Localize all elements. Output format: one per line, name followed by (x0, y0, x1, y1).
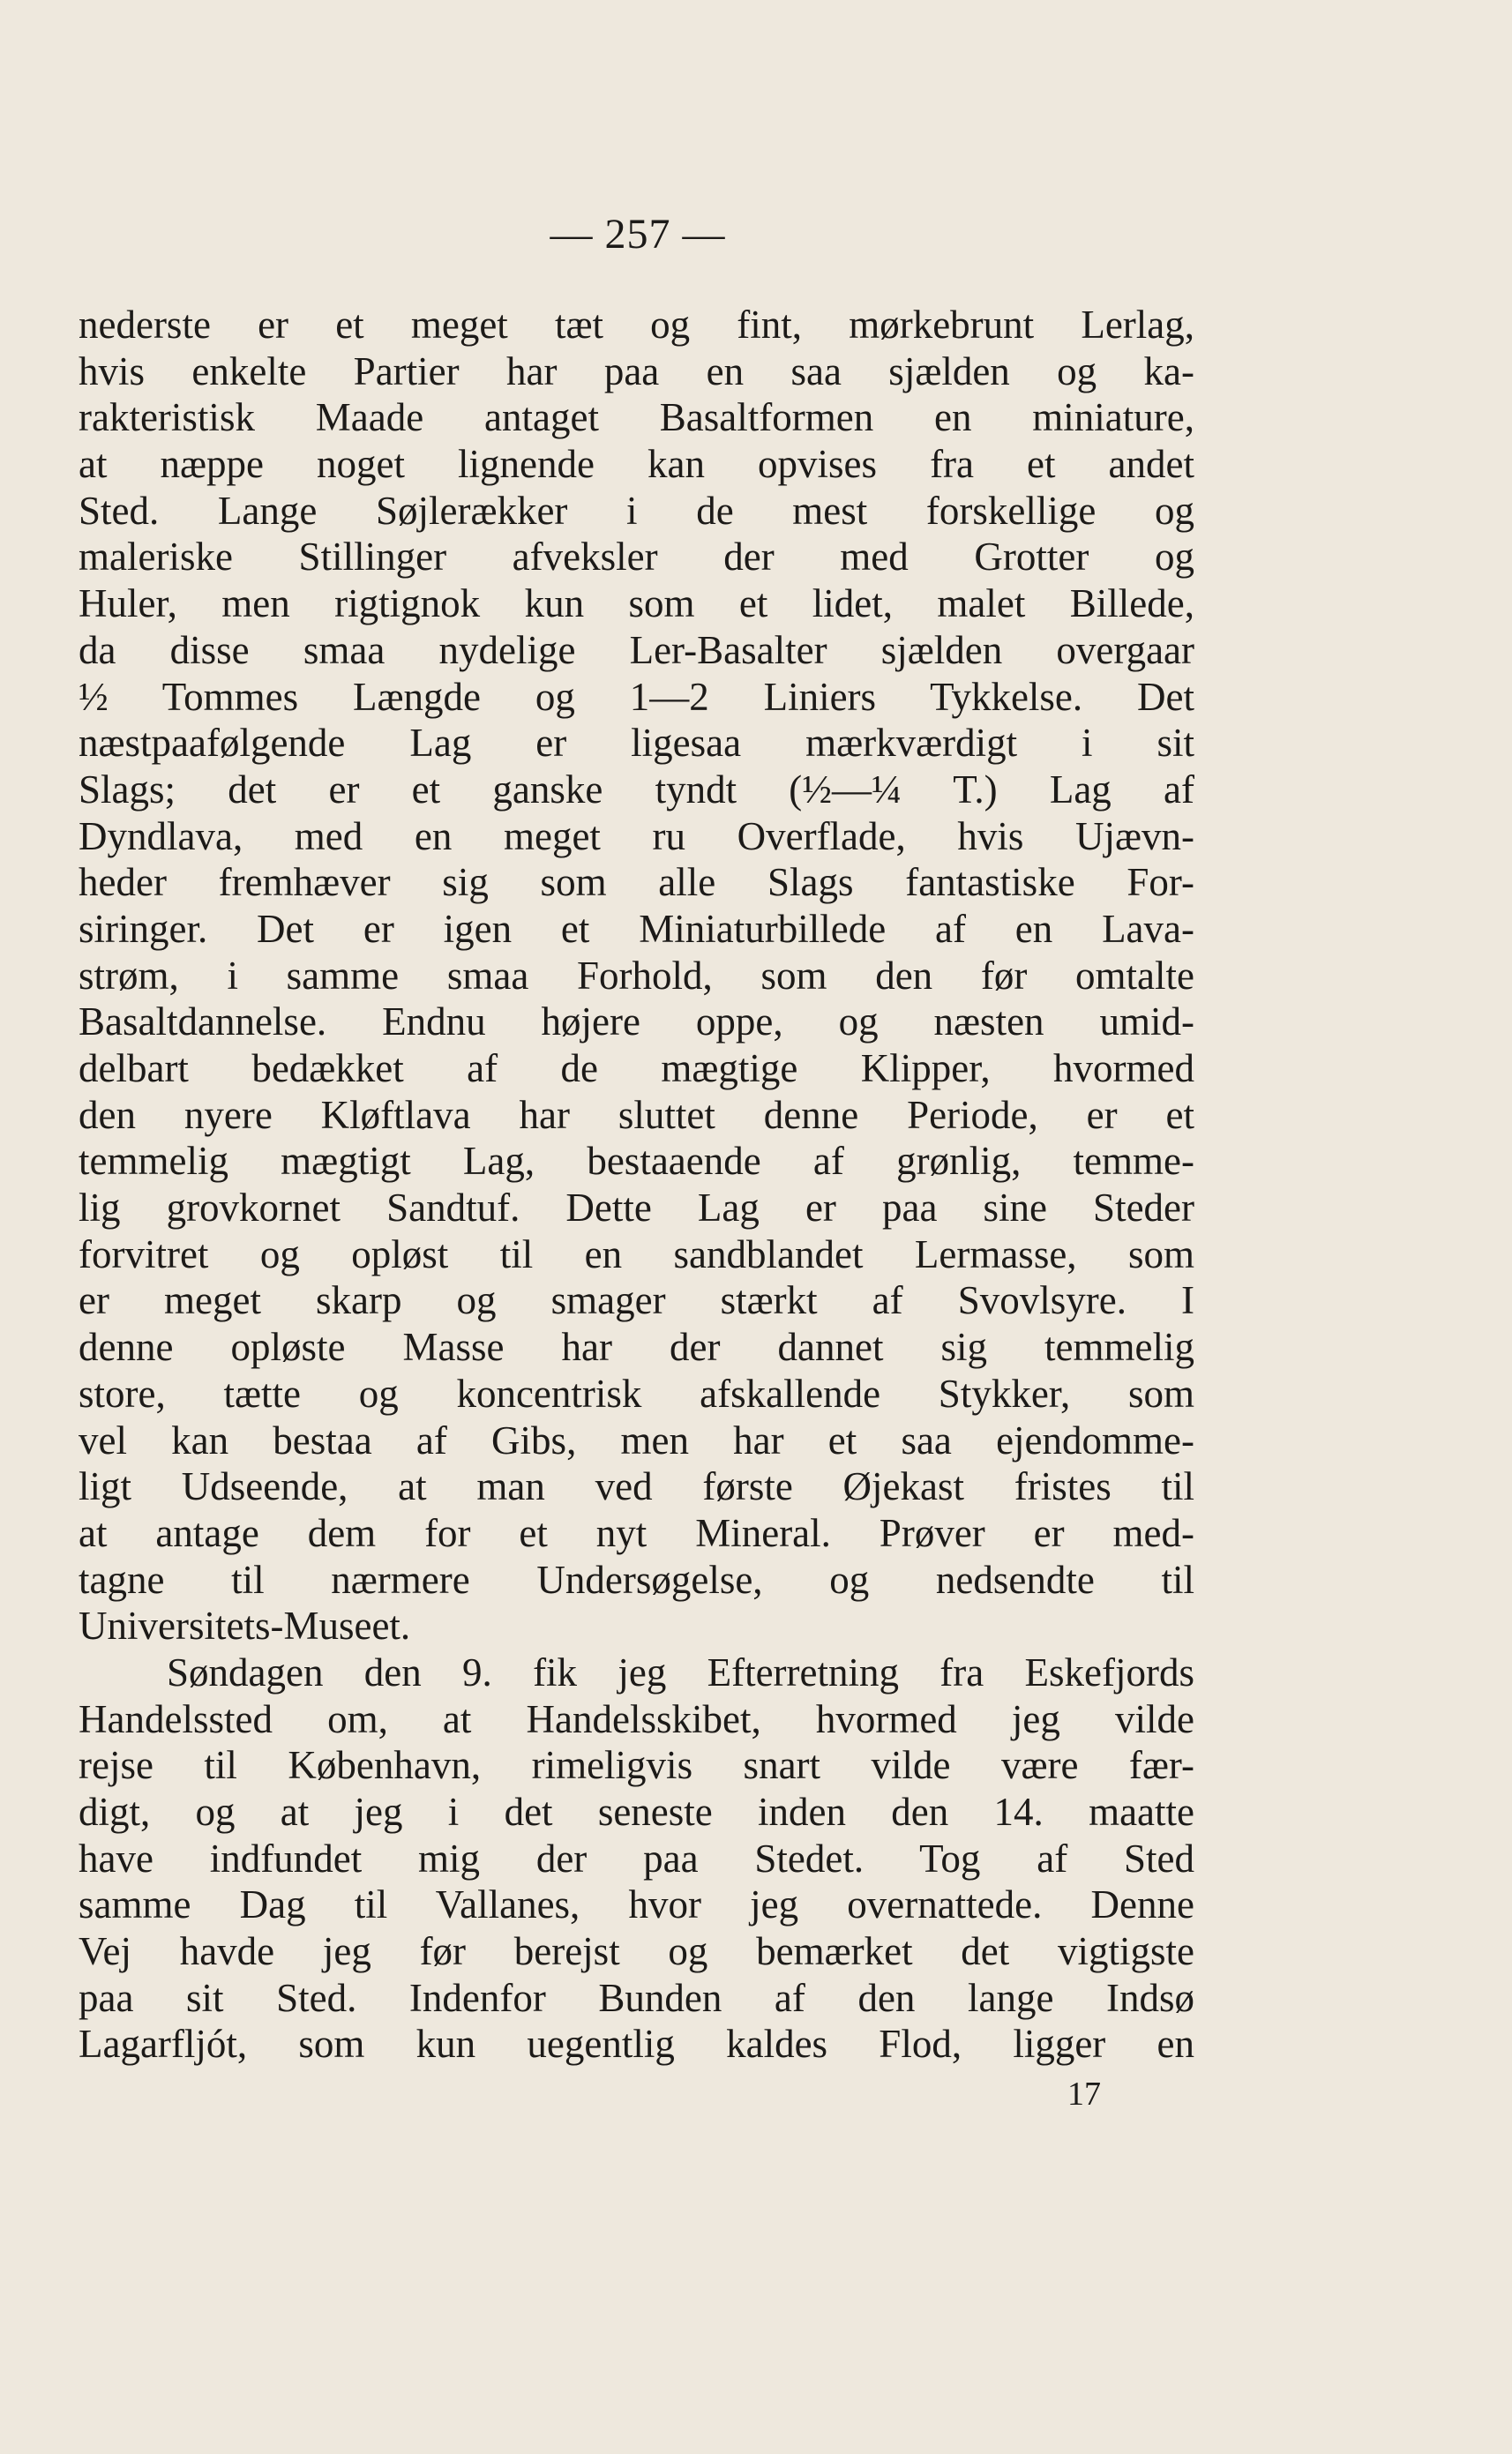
text-line: da disse smaa nydelige Ler-Basalter sjælden overgaar (79, 627, 1194, 672)
text-line: digt, og at jeg i det seneste inden den 14. maatte (79, 1790, 1194, 1834)
paragraph-start-line: Søndagen den 9. fik jeg Efterretning fra Eskefjords (167, 1650, 1194, 1695)
text-line: er meget skarp og smager stærkt af Svovlsyre. I (79, 1278, 1194, 1323)
text-line: lig grovkornet Sandtuf. Dette Lag er paa sine Steder (79, 1186, 1194, 1231)
text-line: store, tætte og koncentrisk afskallende Stykker, som (79, 1371, 1194, 1416)
text-line: denne opløste Masse har der dannet sig temmelig (79, 1325, 1194, 1370)
text-line: Vej havde jeg før berejst og bemærket det vigtigste (79, 1929, 1194, 1974)
text-line: temmelig mægtigt Lag, bestaaende af grønlig, temme- (79, 1139, 1194, 1184)
text-line: samme Dag til Vallanes, hvor jeg overnattede. Denne (79, 1882, 1194, 1927)
text-line: forvitret og opløst til en sandblandet Lermasse, som (79, 1231, 1194, 1276)
text-line: Sted. Lange Søjlerækker i de mest forskellige og (79, 488, 1194, 533)
text-line: Basaltdannelse. Endnu højere oppe, og næsten umid- (79, 999, 1194, 1044)
text-line: siringer. Det er igen et Miniaturbillede af en Lava- (79, 906, 1194, 951)
text-line: hvis enkelte Partier har paa en saa sjælden og ka- (79, 348, 1194, 393)
text-line: Huler, men rigtignok kun som et lidet, malet Billede, (79, 581, 1194, 626)
text-line: Dyndlava, med en meget ru Overflade, hvis Ujævn- (79, 813, 1194, 858)
text-line: Slags; det er et ganske tyndt (½—¼ T.) Lag af (79, 767, 1194, 812)
text-line: have indfundet mig der paa Stedet. Tog af Sted (79, 1836, 1194, 1881)
text-line: vel kan bestaa af Gibs, men har et saa ejendomme- (79, 1418, 1194, 1463)
text-line: heder fremhæver sig som alle Slags fantastiske For- (79, 860, 1194, 905)
page-number: — 257 — (550, 211, 726, 258)
text-line: paa sit Sted. Indenfor Bunden af den lange Indsø (79, 1975, 1194, 2020)
signature-mark: 17 (1067, 2076, 1101, 2113)
text-line: næstpaafølgende Lag er ligesaa mærkværdigt i sit (79, 721, 1194, 766)
text-line: den nyere Kløftlava har sluttet denne Periode, er et (79, 1092, 1194, 1137)
text-line: ligt Udseende, at man ved første Øjekast fristes til (79, 1464, 1194, 1509)
text-line: delbart bedækket af de mægtige Klipper, hvormed (79, 1046, 1194, 1090)
text-line: rejse til København, rimeligvis snart vilde være fær- (79, 1743, 1194, 1788)
text-line: at næppe noget lignende kan opvises fra et andet (79, 442, 1194, 487)
paragraph-end-line: Universitets-Museet. (79, 1604, 411, 1649)
text-line: Handelssted om, at Handelsskibet, hvormed jeg vilde (79, 1696, 1194, 1741)
text-line: rakteristisk Maade antaget Basaltformen en miniature, (79, 395, 1194, 440)
text-line: Lagarfljót, som kun uegentlig kaldes Flod, ligger en (79, 2022, 1194, 2067)
text-line: tagne til nærmere Undersøgelse, og nedsendte til (79, 1557, 1194, 1602)
text-line: strøm, i samme smaa Forhold, som den før omtalte (79, 953, 1194, 998)
text-line: maleriske Stillinger afveksler der med Grotter og (79, 535, 1194, 580)
text-line: at antage dem for et nyt Mineral. Prøver er med- (79, 1510, 1194, 1555)
text-line: ½ Tommes Længde og 1—2 Liniers Tykkelse. Det (79, 674, 1194, 719)
body-text (79, 302, 1194, 2068)
text-line: nederste er et meget tæt og fint, mørkebrunt Lerlag, (79, 303, 1194, 347)
